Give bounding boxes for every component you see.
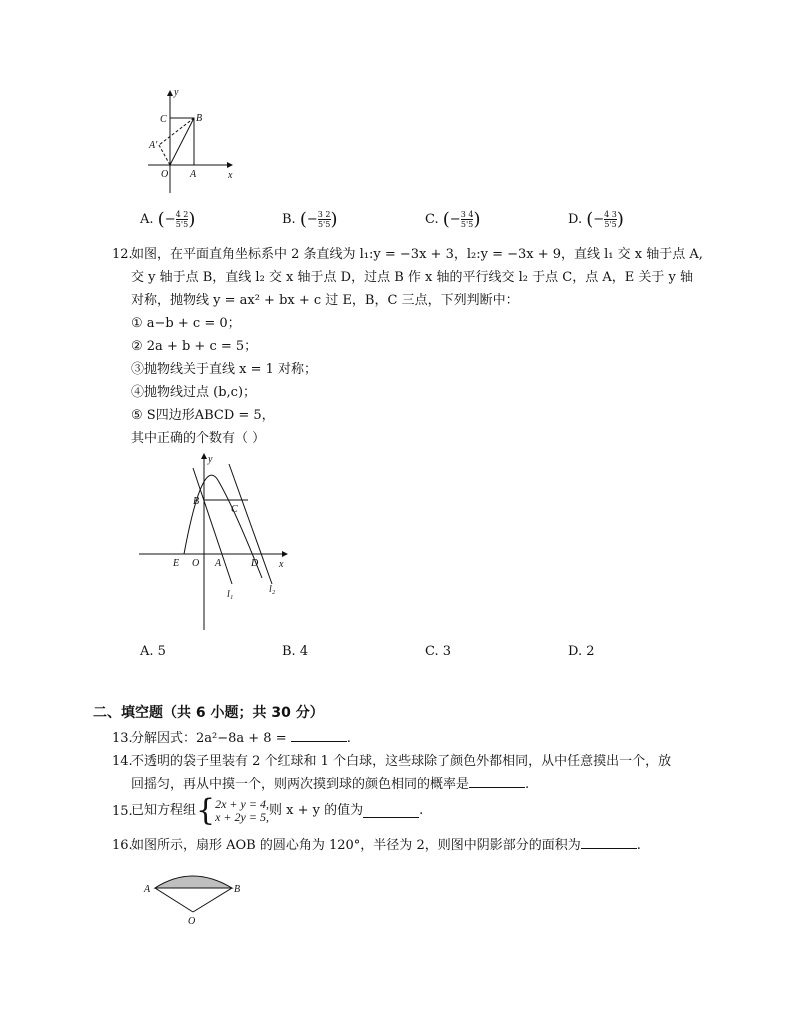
shaded-segment bbox=[155, 876, 232, 888]
label-a: A bbox=[215, 558, 222, 569]
q12-option-d[interactable]: D. 2 bbox=[568, 644, 595, 659]
q11-option-b[interactable]: B. (− $\frac{3 2}{5'5}$ ) bbox=[282, 209, 338, 230]
label-y: y bbox=[208, 454, 213, 465]
q16-text: 如图所示，扇形 AOB 的圆心角为 120°，半径为 2，则图中阴影部分的面积为 bbox=[131, 838, 581, 853]
q11-option-a[interactable]: A. (− $\frac{4 2}{5'5}$ ) bbox=[140, 209, 196, 230]
q14-number: 14. bbox=[112, 754, 133, 769]
q12-item-2: ② 2a + b + c = 5； bbox=[131, 339, 258, 354]
label-a: A bbox=[190, 169, 197, 180]
q15-row: 已知方程组{ 2x + y = 4, x + 2y = 5, 则 x + y 的值为 . bbox=[131, 793, 424, 828]
q12-question: 其中正确的个数有（ ） bbox=[131, 431, 266, 446]
q16-number: 16. bbox=[112, 838, 133, 853]
q15-number: 15. bbox=[112, 804, 133, 819]
q12-item-5: ⑤ S四边形ABCD = 5， bbox=[131, 408, 275, 423]
q11-coordinate-figure bbox=[140, 85, 245, 195]
q15-system: 2x + y = 4, x + 2y = 5, bbox=[215, 797, 269, 824]
dashed-oa-prime bbox=[159, 145, 170, 165]
q13-answer-blank[interactable] bbox=[291, 729, 347, 742]
label-o: O bbox=[161, 169, 169, 180]
label-y: y bbox=[174, 87, 179, 98]
q12-item-1: ① a−b + c = 0； bbox=[131, 316, 241, 331]
diagonal-ob bbox=[170, 118, 194, 165]
label-e: E bbox=[173, 558, 180, 569]
q11-option-c[interactable]: C. (− $\frac{3 4}{5'5}$ ) bbox=[425, 209, 481, 230]
q14-row2: 回摇匀，再从中摸一个，则两次摸到球的颜色相同的概率是 . bbox=[131, 777, 530, 792]
label-c: C bbox=[231, 504, 238, 515]
q16-answer-blank[interactable] bbox=[581, 836, 637, 849]
q13-row: 分解因式：2a²−8a + 8 = . bbox=[131, 731, 351, 746]
q14-answer-blank[interactable] bbox=[469, 775, 525, 788]
q13-number: 13. bbox=[112, 731, 133, 746]
q12-parabola-figure bbox=[135, 450, 295, 635]
q16-sector-figure bbox=[140, 870, 245, 930]
label-b: B bbox=[193, 496, 200, 507]
q12-line3: 对称，抛物线 y = ax² + bx + c 过 E，B，C 三点，下列判断中： bbox=[131, 293, 519, 308]
q12-number: 12. bbox=[112, 247, 133, 262]
q14-line1: 不透明的袋子里装有 2 个红球和 1 个白球，这些球除了颜色外都相同，从中任意摸出一个，放 bbox=[131, 754, 672, 769]
label-b: B bbox=[196, 113, 203, 124]
label-a-prime: A' bbox=[149, 140, 158, 151]
q12-option-b[interactable]: B. 4 bbox=[282, 644, 309, 659]
label-o: O bbox=[188, 916, 196, 927]
q12-item-3: ③抛物线关于直线 x = 1 对称； bbox=[131, 362, 318, 377]
label-c: C bbox=[160, 114, 167, 125]
q12-item-4: ④抛物线过点 (b,c)； bbox=[131, 385, 257, 400]
q12-line2: 交 y 轴于点 B，直线 l₂ 交 x 轴于点 D，过点 B 作 x 轴的平行线交 l₂ 于点 C，点 A，E 关于 y 轴 bbox=[131, 270, 693, 285]
label-b: B bbox=[234, 884, 241, 895]
q16-row: 如图所示，扇形 AOB 的圆心角为 120°，半径为 2，则图中阴影部分的面积为 . bbox=[131, 838, 641, 853]
radius-oa bbox=[155, 888, 193, 912]
q15-prefix: 已知方程组 bbox=[131, 803, 197, 818]
q12-option-c[interactable]: C. 3 bbox=[425, 644, 452, 659]
section-title: 二、填空题（共 6 小题；共 30 分） bbox=[93, 705, 324, 721]
q15-answer-blank[interactable] bbox=[363, 805, 419, 818]
label-l1: l₁ bbox=[227, 589, 234, 600]
q13-text: 分解因式：2a²−8a + 8 = bbox=[131, 731, 291, 746]
label-x: x bbox=[279, 559, 284, 570]
label-l2: l₂ bbox=[269, 584, 276, 595]
q14-line2: 回摇匀，再从中摸一个，则两次摸到球的颜色相同的概率是 bbox=[131, 777, 470, 792]
q12-line1: 如图，在平面直角坐标系中 2 条直线为 l₁:y = −3x + 3，l₂:y = −3x + 9，直线 l₁ 交 x 轴于点 A, bbox=[131, 247, 703, 262]
q12-option-a[interactable]: A. 5 bbox=[140, 644, 166, 659]
label-o: O bbox=[192, 558, 200, 569]
q11-option-d[interactable]: D. (− $\frac{4 3}{5'5}$ ) bbox=[568, 209, 624, 230]
label-d: D bbox=[251, 558, 259, 569]
q15-suffix: 则 x + y 的值为 bbox=[268, 803, 364, 818]
label-x: x bbox=[228, 170, 233, 181]
radius-ob bbox=[193, 888, 232, 912]
label-a: A bbox=[144, 884, 151, 895]
